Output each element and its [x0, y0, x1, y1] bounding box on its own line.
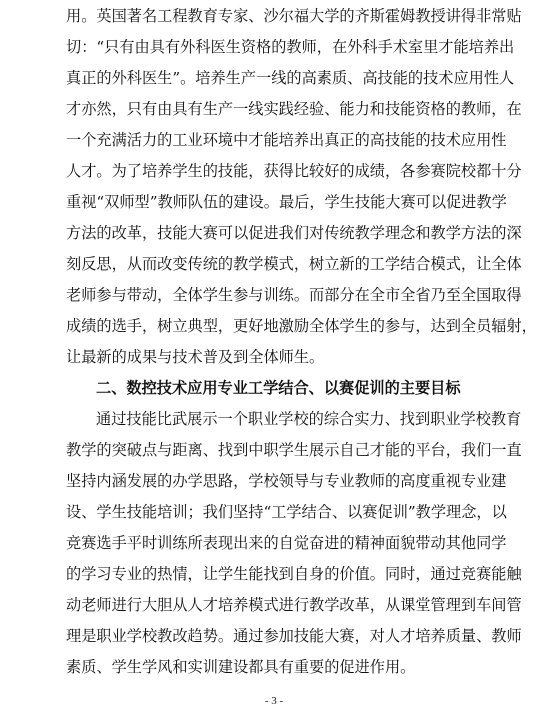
- text-line: 刻反思，从而改变传统的教学模式，树立新的工学结合模式，让全体: [66, 255, 522, 273]
- paragraph-2: [66, 404, 522, 683]
- document-page: [66, 0, 537, 683]
- text-line: 的学习专业的热情，让学生能找到自身的价值。同时，通过竞赛能触: [66, 565, 522, 583]
- text-line: 成绩的选手，树立典型，更好地激励全体学生的参与，达到全员辐射，: [66, 317, 537, 335]
- text-line: 重视“双师型”教师队伍的建设。最后，学生技能大赛可以促进教学: [66, 193, 507, 211]
- text-line: 通过技能比武展示一个职业学校的综合实力、找到职业学校教育: [96, 410, 522, 428]
- text-line: 让最新的成果与技术普及到全体师生。: [66, 348, 325, 366]
- text-line: 切：“只有由具有外科医生资格的教师，在外科手术室里才能培养出: [66, 38, 515, 56]
- text-line: 动老师进行大胆从人才培养模式进行教学改革，从课堂管理到车间管: [66, 596, 522, 614]
- text-line: 设、学生技能培训；我们坚持“工学结合、以赛促训”教学理念，以: [66, 503, 507, 521]
- section-heading: 二、数控技术应用专业工学结合、以赛促训的主要目标: [96, 379, 461, 397]
- text-line: 用。英国著名工程教育专家、沙尔福大学的齐斯霍姆教授讲得非常贴: [66, 7, 522, 25]
- text-line: 一个充满活力的工业环境中才能培养出真正的高技能的技术应用性: [66, 131, 507, 149]
- text-line: 老师参与带动，全体学生参与训练。而部分在全市全省乃至全国取得: [66, 286, 522, 304]
- text-line: 人才。为了培养学生的技能，获得比较好的成绩，各参赛院校都十分: [66, 162, 522, 180]
- text-line: 坚持内涵发展的办学思路，学校领导与专业教师的高度重视专业建: [66, 472, 507, 490]
- text-line: 理是职业学校教改趋势。通过参加技能大赛，对人才培养质量、教师: [66, 627, 522, 645]
- paragraph-1: [66, 0, 537, 373]
- page-number: - 3 -: [264, 695, 284, 707]
- text-line: 教学的突破点与距离、找到中职学生展示自己才能的平台，我们一直: [66, 441, 522, 459]
- text-line: 方法的改革，技能大赛可以促进我们对传统教学理念和教学方法的深: [66, 224, 522, 242]
- text-line: 素质、学生学风和实训建设都具有重要的促进作用。: [66, 658, 416, 676]
- text-line: 竞赛选手平时训练所表现出来的自觉奋进的精神面貌带动其他同学: [66, 534, 507, 552]
- text-line: 才亦然，只有由具有生产一线实践经验、能力和技能资格的教师，在: [66, 100, 522, 118]
- text-line: 真正的外科医生”。培养生产一线的高素质、高技能的技术应用性人: [66, 69, 515, 87]
